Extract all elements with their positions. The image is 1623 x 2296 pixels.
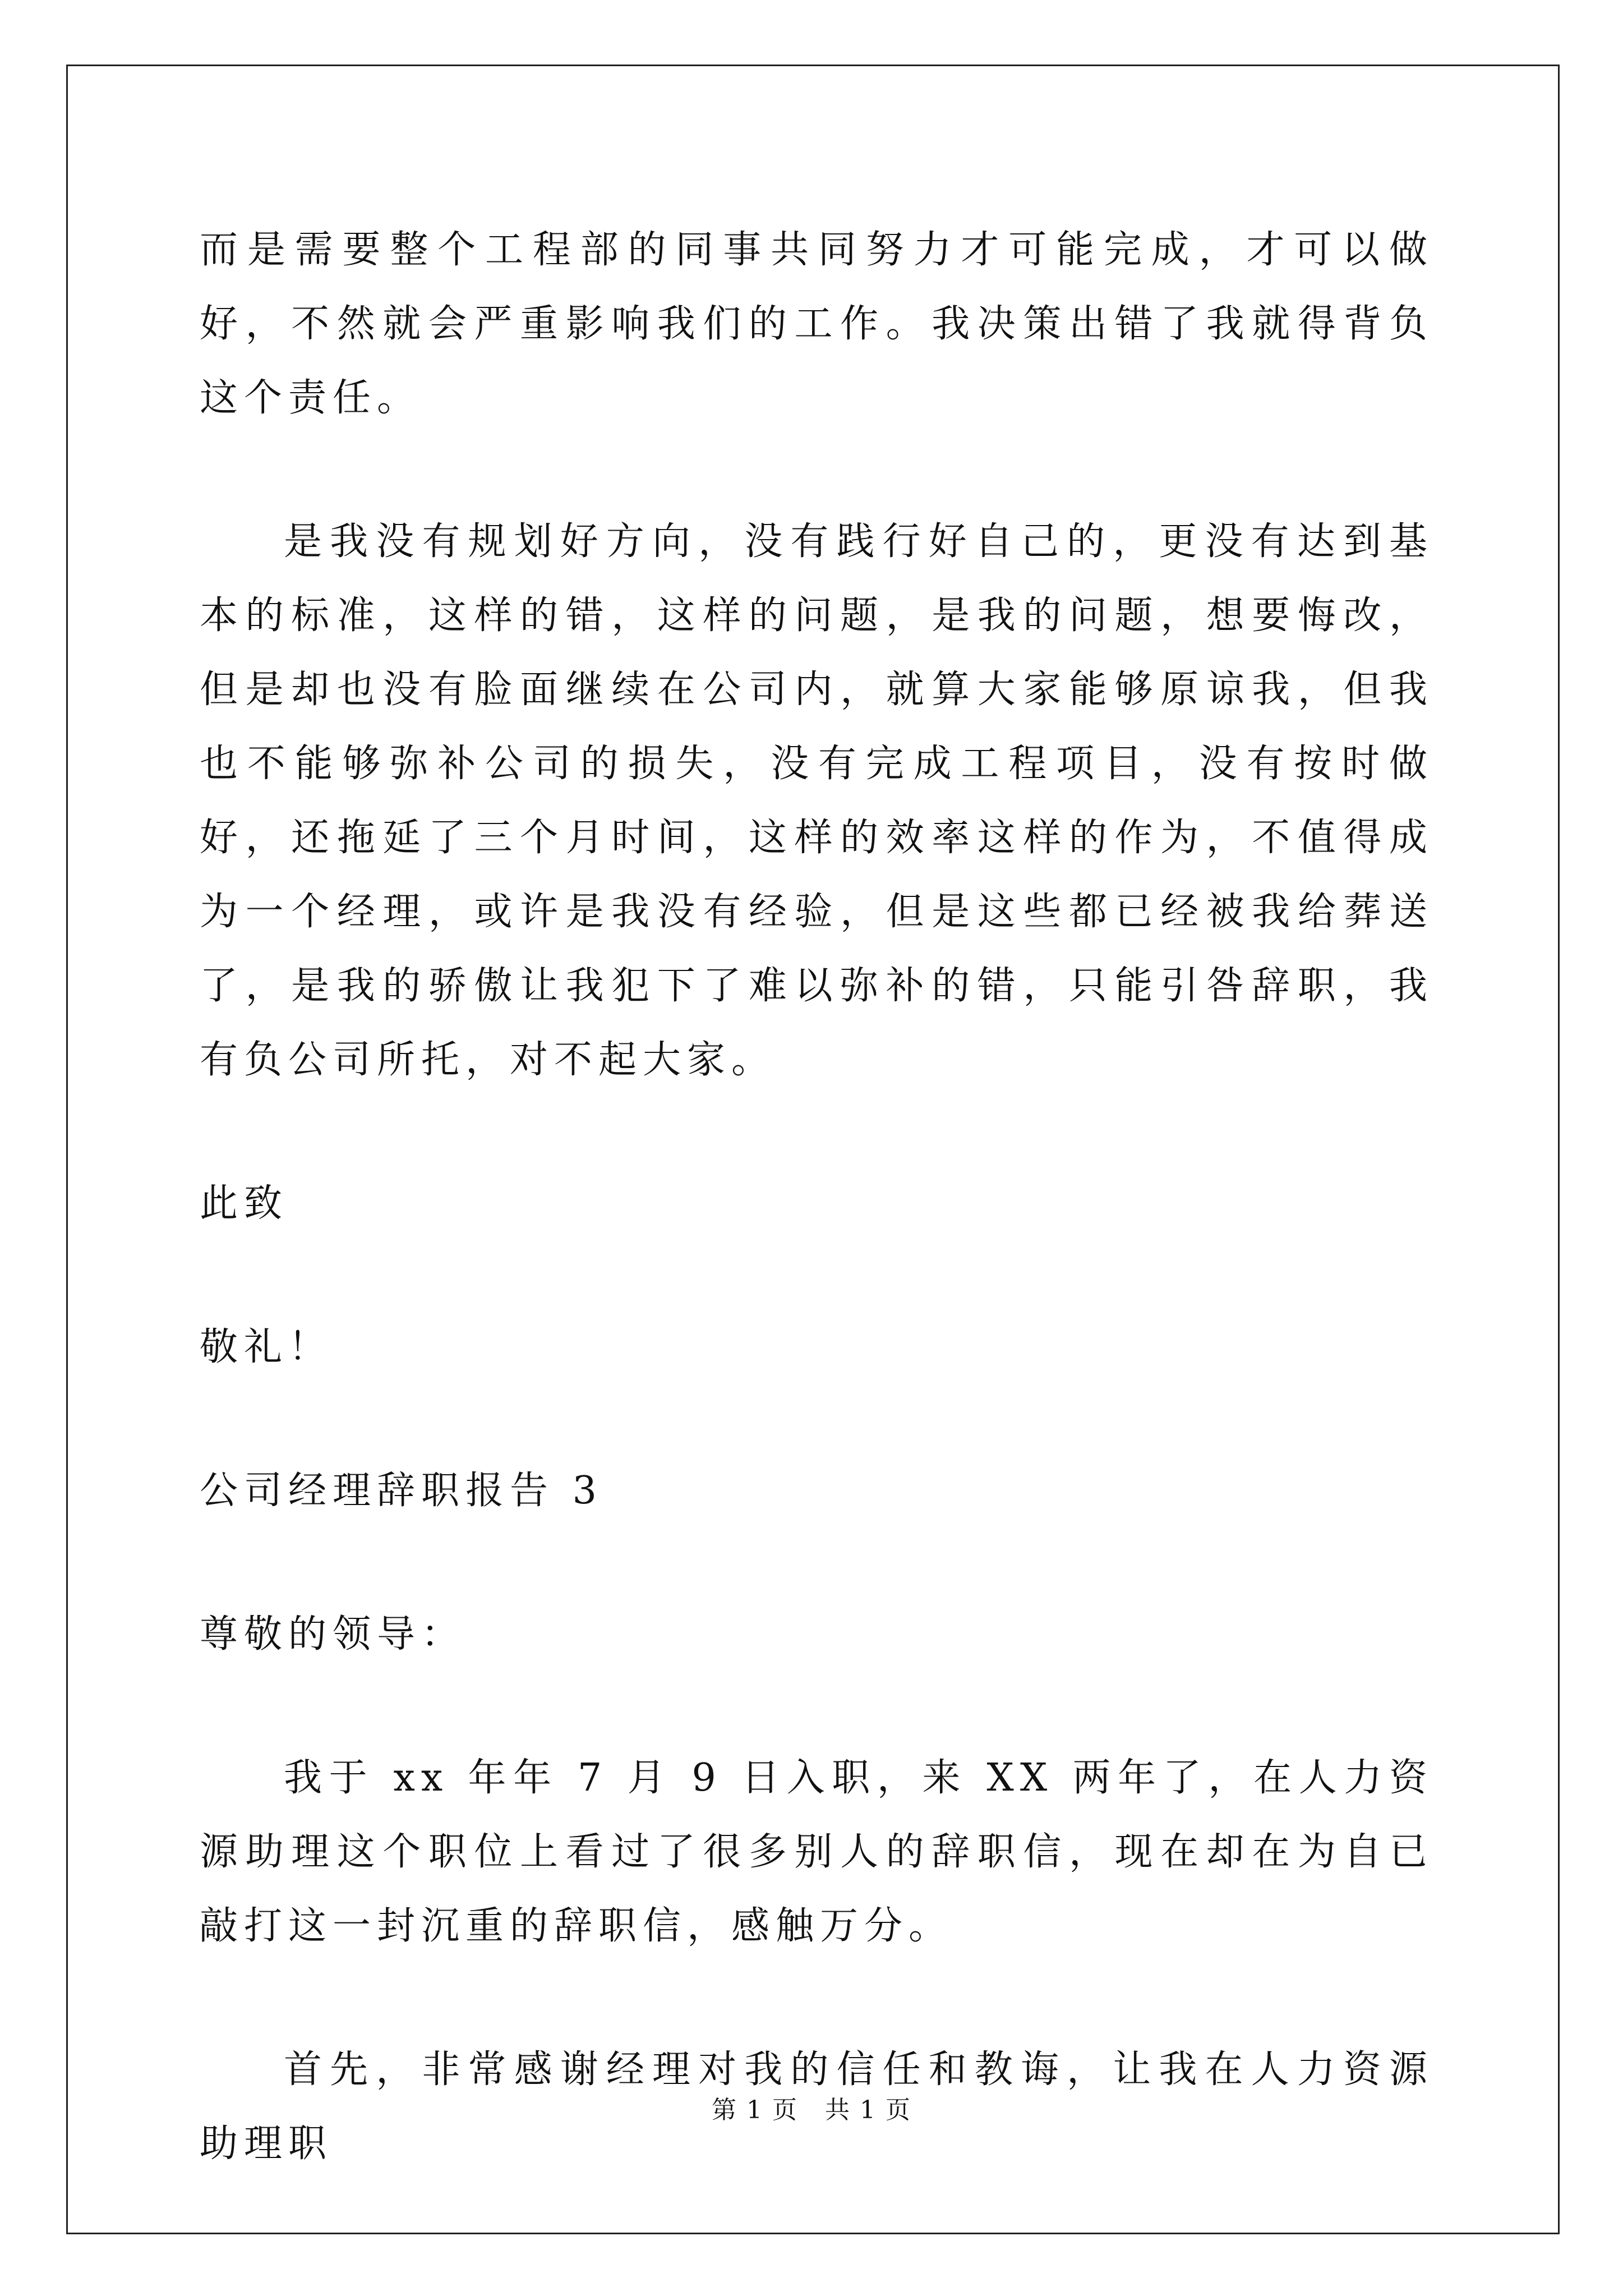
paragraph-thanks: 首先，非常感谢经理对我的信任和教诲，让我在人力资源助理职	[200, 2047, 1433, 2166]
paragraph-apology: 是我没有规划好方向，没有践行好自己的，更没有达到基本的标准，这样的错，这样的问题，是我的问题，想要悔改，但是却也没有脸面继续在公司内，就算大家能够原谅我，但我也不能够弥补公司的损失，没有完成工程项目，没有按时做好，还拖延了三个月时间，这样的效率这样的作为，不值得成为一个经理，或许是我没有经验，但是这些都已经被我给葬送了，是我的骄傲让我犯下了难以弥补的错，只能引咎辞职，我有负公司所托，对不起大家。	[200, 519, 1433, 1082]
salutation: 尊敬的领导：	[200, 1612, 466, 1657]
closing-line-1: 此致	[200, 1181, 289, 1226]
paragraph-intro: 我于 xx 年年 7 月 9 日入职，来 XX 两年了，在人力资源助理这个职位上看过了很多别人的辞职信，现在却在为自已敲打这一封沉重的辞职信，感触万分。	[200, 1756, 1433, 1948]
paragraph-continuation: 而是需要整个工程部的同事共同努力才可能完成，才可以做好，不然就会严重影响我们的工作。我决策出错了我就得背负这个责任。	[200, 228, 1433, 420]
document-body	[200, 213, 1433, 2251]
page-number-total: 共 1 页	[825, 2096, 911, 2124]
section-title: 公司经理辞职报告 3	[200, 1469, 603, 1513]
page-footer	[0, 2093, 1623, 2127]
page-number-current: 第 1 页	[712, 2096, 798, 2124]
closing-line-2: 敬礼！	[200, 1325, 333, 1369]
